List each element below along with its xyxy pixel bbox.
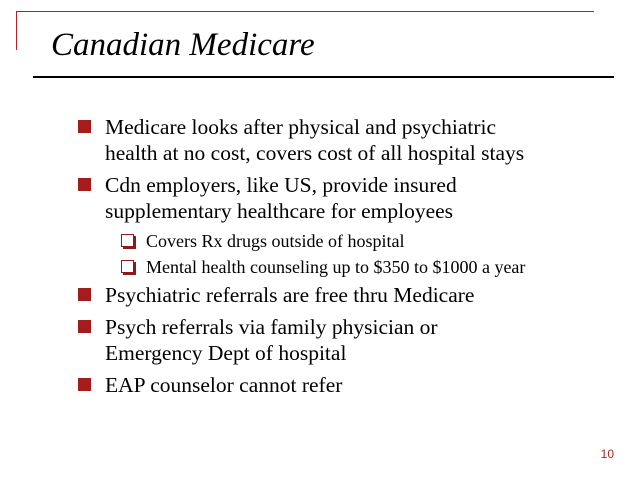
frame-left-line bbox=[16, 11, 17, 50]
page-number: 10 bbox=[600, 447, 614, 461]
square-bullet-icon bbox=[78, 320, 91, 333]
subbullet-text: Mental health counseling up to $350 to $1000 a year bbox=[146, 257, 526, 277]
bullet-text: Psych referrals via family physician or Emergency Dept of hospital bbox=[105, 315, 438, 365]
bullet-item bbox=[0, 114, 638, 166]
bullet-item bbox=[0, 172, 638, 224]
hollow-square-bullet-icon bbox=[121, 260, 134, 273]
slide-title: Canadian Medicare bbox=[51, 27, 315, 63]
hollow-square-bullet-icon bbox=[121, 234, 134, 247]
bullet-item bbox=[0, 372, 638, 398]
square-bullet-icon bbox=[78, 120, 91, 133]
square-bullet-icon bbox=[78, 378, 91, 391]
bullet-text: Medicare looks after physical and psychiatric health at no cost, covers cost of all hospital stays bbox=[105, 115, 525, 165]
bullet-list bbox=[0, 114, 638, 404]
square-bullet-icon bbox=[78, 178, 91, 191]
bullet-text: Psychiatric referrals are free thru Medicare bbox=[105, 283, 475, 307]
subbullet-text: Covers Rx drugs outside of hospital bbox=[146, 231, 405, 251]
square-bullet-icon bbox=[78, 288, 91, 301]
bullet-text: Cdn employers, like US, provide insured supplementary healthcare for employees bbox=[105, 173, 457, 223]
bullet-item bbox=[0, 282, 638, 308]
subbullet-item bbox=[0, 256, 638, 278]
title-underline bbox=[33, 76, 614, 78]
subbullet-item bbox=[0, 230, 638, 252]
bullet-text: EAP counselor cannot refer bbox=[105, 373, 343, 397]
bullet-item bbox=[0, 314, 638, 366]
frame-top-line bbox=[16, 11, 594, 12]
